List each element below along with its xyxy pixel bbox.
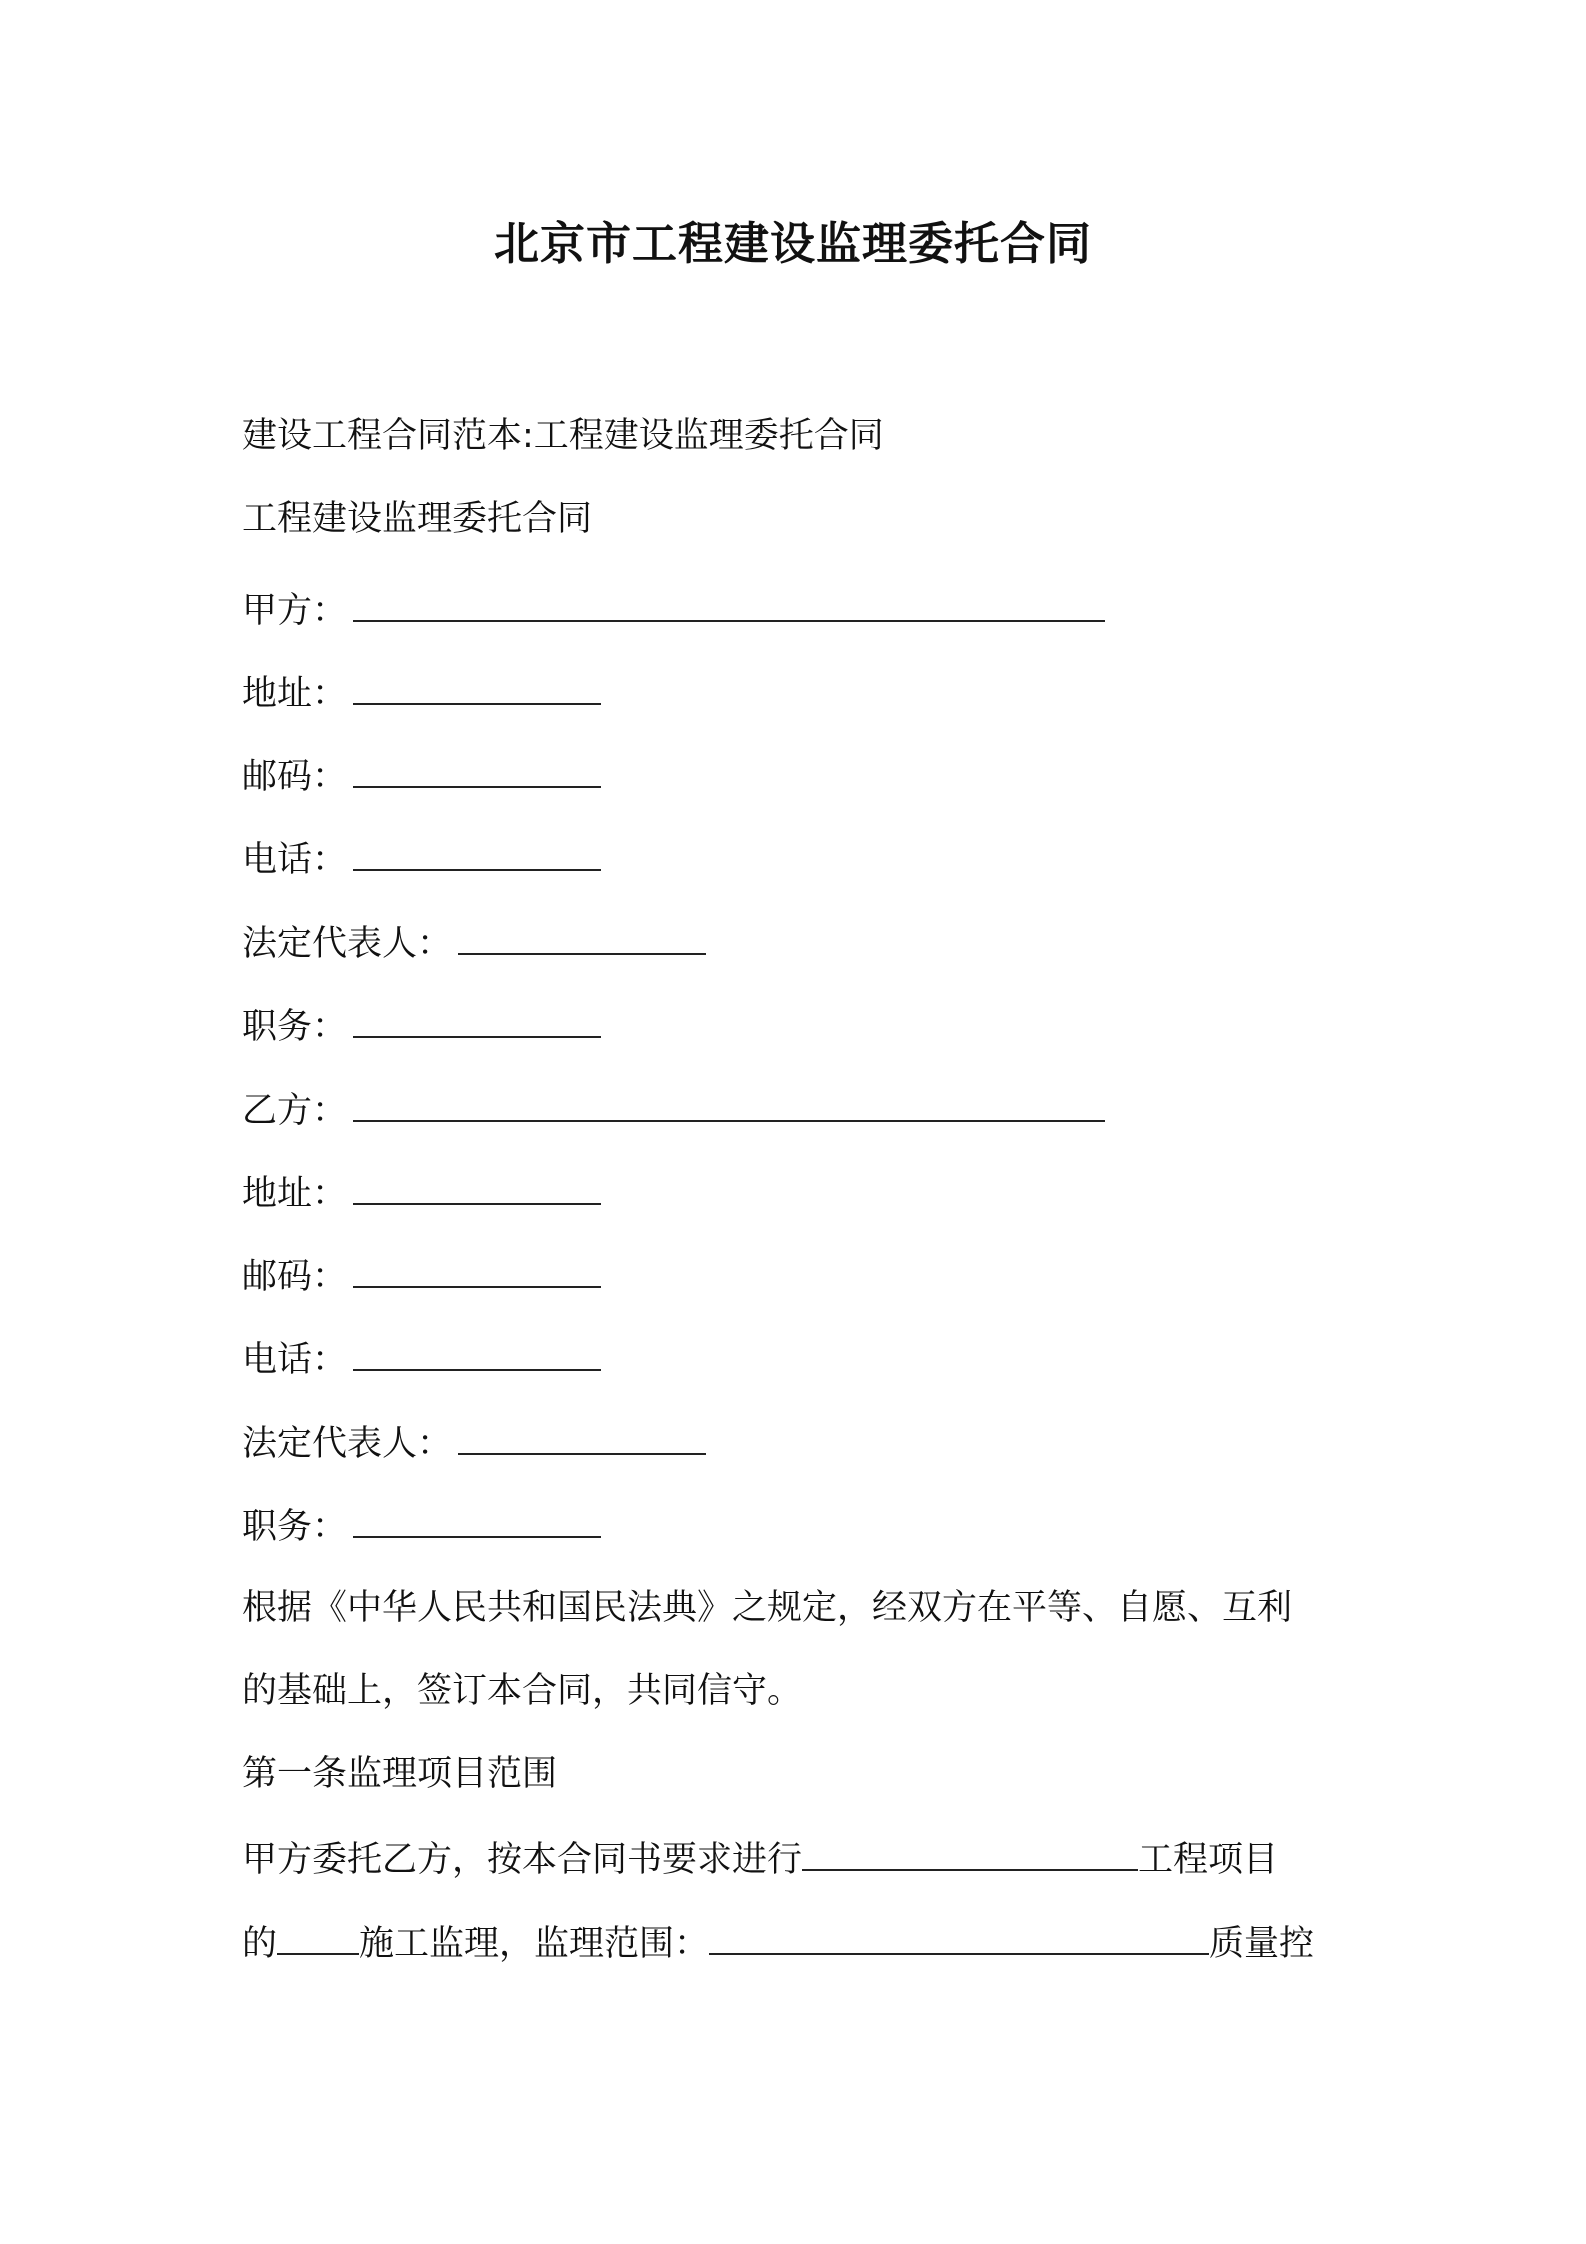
party-a-position-row xyxy=(242,996,601,1055)
supervision-scope-blank[interactable] xyxy=(709,1913,1209,1955)
party-b-blank[interactable] xyxy=(353,1080,1105,1122)
section-heading: 工程建设监理委托合同 xyxy=(242,499,593,539)
article-1-line-2 xyxy=(242,1913,1314,1972)
supervision-phase-blank[interactable] xyxy=(277,1913,359,1955)
article-1-line-1 xyxy=(242,1829,1278,1888)
party-a-legal-rep-row xyxy=(242,913,706,972)
party-a-phone-blank[interactable] xyxy=(353,829,601,871)
party-b-legal-rep-blank[interactable] xyxy=(458,1413,706,1455)
article-1-line-2-text-b: 施工监理，监理范围： xyxy=(359,1924,710,1964)
party-b-address-label: 地址： xyxy=(242,1174,348,1214)
party-b-row xyxy=(242,1080,1105,1139)
party-b-legal-rep-label: 法定代表人： xyxy=(242,1424,453,1464)
party-b-address-row xyxy=(242,1163,601,1222)
article-1-line-2-text-a: 的 xyxy=(242,1924,278,1964)
party-a-label: 甲方： xyxy=(242,591,348,631)
preamble-line-1: 根据《中华人民共和国民法典》之规定，经双方在平等、自愿、互利 xyxy=(242,1588,1293,1628)
party-a-postcode-row xyxy=(242,746,601,805)
party-a-address-label: 地址： xyxy=(242,674,348,714)
project-name-blank[interactable] xyxy=(802,1829,1138,1871)
party-b-phone-label: 电话： xyxy=(242,1340,348,1380)
party-a-legal-rep-label: 法定代表人： xyxy=(242,924,453,964)
party-a-postcode-blank[interactable] xyxy=(353,746,601,788)
party-a-legal-rep-blank[interactable] xyxy=(458,913,706,955)
article-1-line-1-text-b: 工程项目 xyxy=(1138,1840,1279,1880)
document-subtitle: 建设工程合同范本:工程建设监理委托合同 xyxy=(242,416,884,456)
party-a-blank[interactable] xyxy=(353,580,1105,622)
party-a-phone-row xyxy=(242,829,601,888)
party-b-postcode-blank[interactable] xyxy=(353,1246,601,1288)
party-b-position-row xyxy=(242,1496,601,1555)
document-title: 北京市工程建设监理委托合同 xyxy=(493,217,1092,270)
party-a-position-blank[interactable] xyxy=(353,996,601,1038)
party-a-address-row xyxy=(242,663,601,722)
party-b-postcode-label: 邮码： xyxy=(242,1257,348,1297)
article-1-line-2-text-c: 质量控 xyxy=(1209,1924,1315,1964)
article-1-line-1-text-a: 甲方委托乙方，按本合同书要求进行 xyxy=(242,1840,803,1880)
party-a-row xyxy=(242,580,1105,639)
party-b-position-label: 职务： xyxy=(242,1507,348,1547)
party-b-address-blank[interactable] xyxy=(353,1163,601,1205)
party-b-legal-rep-row xyxy=(242,1413,706,1472)
preamble-line-2: 的基础上，签订本合同，共同信守。 xyxy=(242,1671,803,1711)
party-a-postcode-label: 邮码： xyxy=(242,757,348,797)
party-a-position-label: 职务： xyxy=(242,1007,348,1047)
party-b-label: 乙方： xyxy=(242,1091,348,1131)
party-a-phone-label: 电话： xyxy=(242,840,348,880)
party-b-phone-blank[interactable] xyxy=(353,1329,601,1371)
party-b-phone-row xyxy=(242,1329,601,1388)
party-b-postcode-row xyxy=(242,1246,601,1305)
party-b-position-blank[interactable] xyxy=(353,1496,601,1538)
party-a-address-blank[interactable] xyxy=(353,663,601,705)
article-1-title: 第一条监理项目范围 xyxy=(242,1754,558,1794)
